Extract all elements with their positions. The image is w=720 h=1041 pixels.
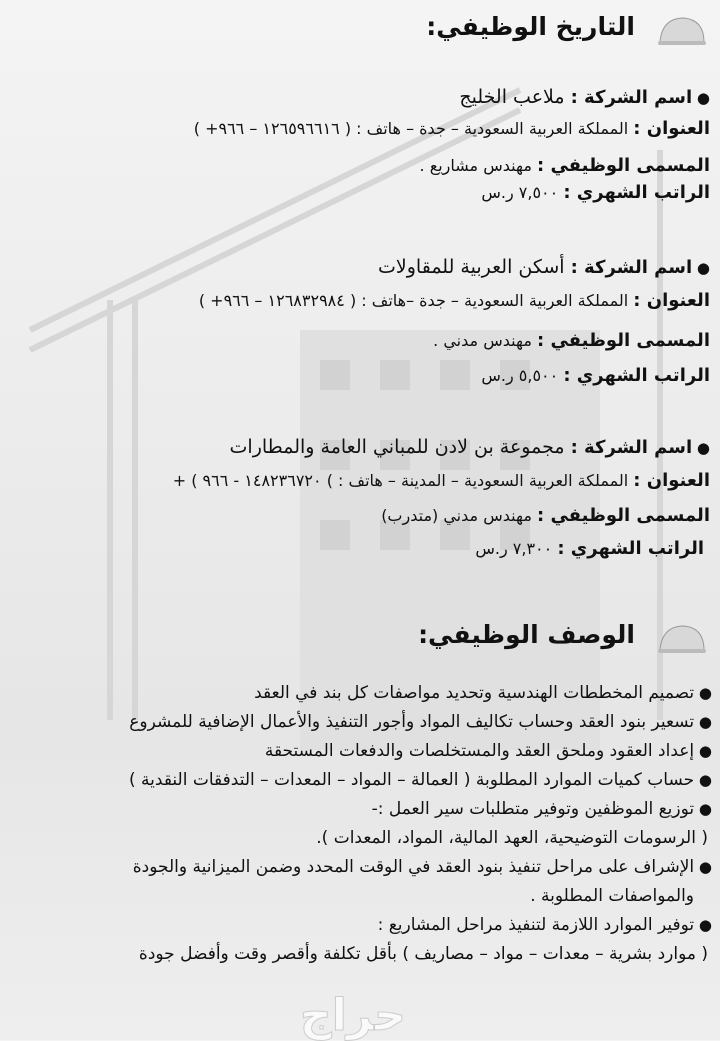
job-title bbox=[381, 505, 710, 526]
watermark-logo: حراج bbox=[300, 990, 406, 1041]
helmet-icon bbox=[656, 622, 708, 656]
field-label: المسمى الوظيفي : bbox=[536, 330, 710, 351]
description-item: ( موارد بشرية – معدات – مواد – مصاريف ) بأقل تكلفة وأقصر وقت وأفضل جودة bbox=[138, 944, 708, 964]
salary-line bbox=[481, 182, 710, 203]
company-name bbox=[378, 256, 710, 278]
field-value: مهندس مدني . bbox=[433, 331, 532, 350]
heading-text: الوصف الوظيفي: bbox=[418, 620, 635, 649]
work-history-heading bbox=[426, 12, 635, 41]
company-name bbox=[459, 86, 710, 108]
description-item: ● تسعير بنود العقد وحساب تكاليف المواد وأجور التنفيذ والأعمال الإضافية للمشروع bbox=[129, 712, 712, 732]
address-line bbox=[199, 290, 710, 311]
field-value: ٧,٣٠٠ ر.س bbox=[475, 539, 553, 558]
description-item: ( الرسومات التوضيحية، العهد المالية، المواد، المعدات ). bbox=[316, 828, 708, 848]
salary-line bbox=[475, 538, 704, 559]
field-label: المسمى الوظيفي : bbox=[536, 155, 710, 176]
field-label: المسمى الوظيفي : bbox=[536, 505, 710, 526]
field-label: العنوان : bbox=[633, 290, 710, 311]
field-label: الراتب الشهري : bbox=[563, 182, 710, 203]
job-title bbox=[420, 155, 710, 176]
field-label: العنوان : bbox=[633, 118, 710, 139]
field-label: الراتب الشهري : bbox=[557, 538, 704, 559]
field-value: ملاعب الخليج bbox=[459, 86, 565, 108]
field-value: المملكة العربية السعودية – جدة –هاتف : ( ١٢٦٨٣٢٩٨٤ – ٩٦٦+ ) bbox=[198, 291, 629, 310]
field-value: مجموعة بن لادن للمباني العامة والمطارات bbox=[229, 436, 565, 458]
field-value: ٥,٥٠٠ ر.س bbox=[481, 366, 559, 385]
helmet-icon bbox=[656, 14, 708, 48]
description-item: ● الإشراف على مراحل تنفيذ بنود العقد في الوقت المحدد وضمن الميزانية والجودة bbox=[133, 857, 712, 877]
description-item: ● توزيع الموظفين وتوفير متطلبات سير العمل :- bbox=[372, 799, 712, 819]
field-value: المملكة العربية السعودية – المدينة – هاتف : ) ١٤٨٢٣٦٧٢٠ - ٩٦٦ ) + bbox=[172, 471, 629, 490]
field-label: العنوان : bbox=[633, 470, 710, 491]
field-label: اسم الشركة : bbox=[570, 257, 693, 278]
description-item: ● حساب كميات الموارد المطلوبة ( العمالة – المواد – المعدات – التدفقات النقدية ) bbox=[129, 770, 712, 790]
description-item: ● توفير الموارد اللازمة لتنفيذ مراحل المشاريع : bbox=[378, 915, 712, 935]
heading-text: التاريخ الوظيفي: bbox=[426, 12, 635, 41]
field-label: اسم الشركة : bbox=[570, 437, 693, 458]
description-item: والمواصفات المطلوبة . bbox=[530, 886, 694, 906]
field-label: الراتب الشهري : bbox=[563, 365, 710, 386]
field-value: المملكة العربية السعودية – جدة – هاتف : ( ١٢٦٥٩٦٦١٦ – ٩٦٦+ ) bbox=[193, 119, 629, 138]
salary-line bbox=[481, 365, 710, 386]
field-value: ٧,٥٠٠ ر.س bbox=[481, 183, 559, 202]
company-name bbox=[230, 436, 710, 458]
address-line bbox=[194, 118, 710, 139]
description-item: ● إعداد العقود وملحق العقد والمستخلصات والدفعات المستحقة bbox=[265, 741, 712, 761]
job-title bbox=[433, 330, 710, 351]
address-line bbox=[173, 470, 710, 491]
job-description-heading bbox=[418, 620, 635, 649]
description-item: ● تصميم المخططات الهندسية وتحديد مواصفات كل بند في العقد bbox=[254, 683, 712, 703]
field-value: أسكن العربية للمقاولات bbox=[378, 256, 565, 278]
field-value: مهندس مشاريع . bbox=[419, 156, 532, 175]
field-value: مهندس مدني (متدرب) bbox=[381, 506, 532, 525]
field-label: اسم الشركة : bbox=[570, 87, 693, 108]
